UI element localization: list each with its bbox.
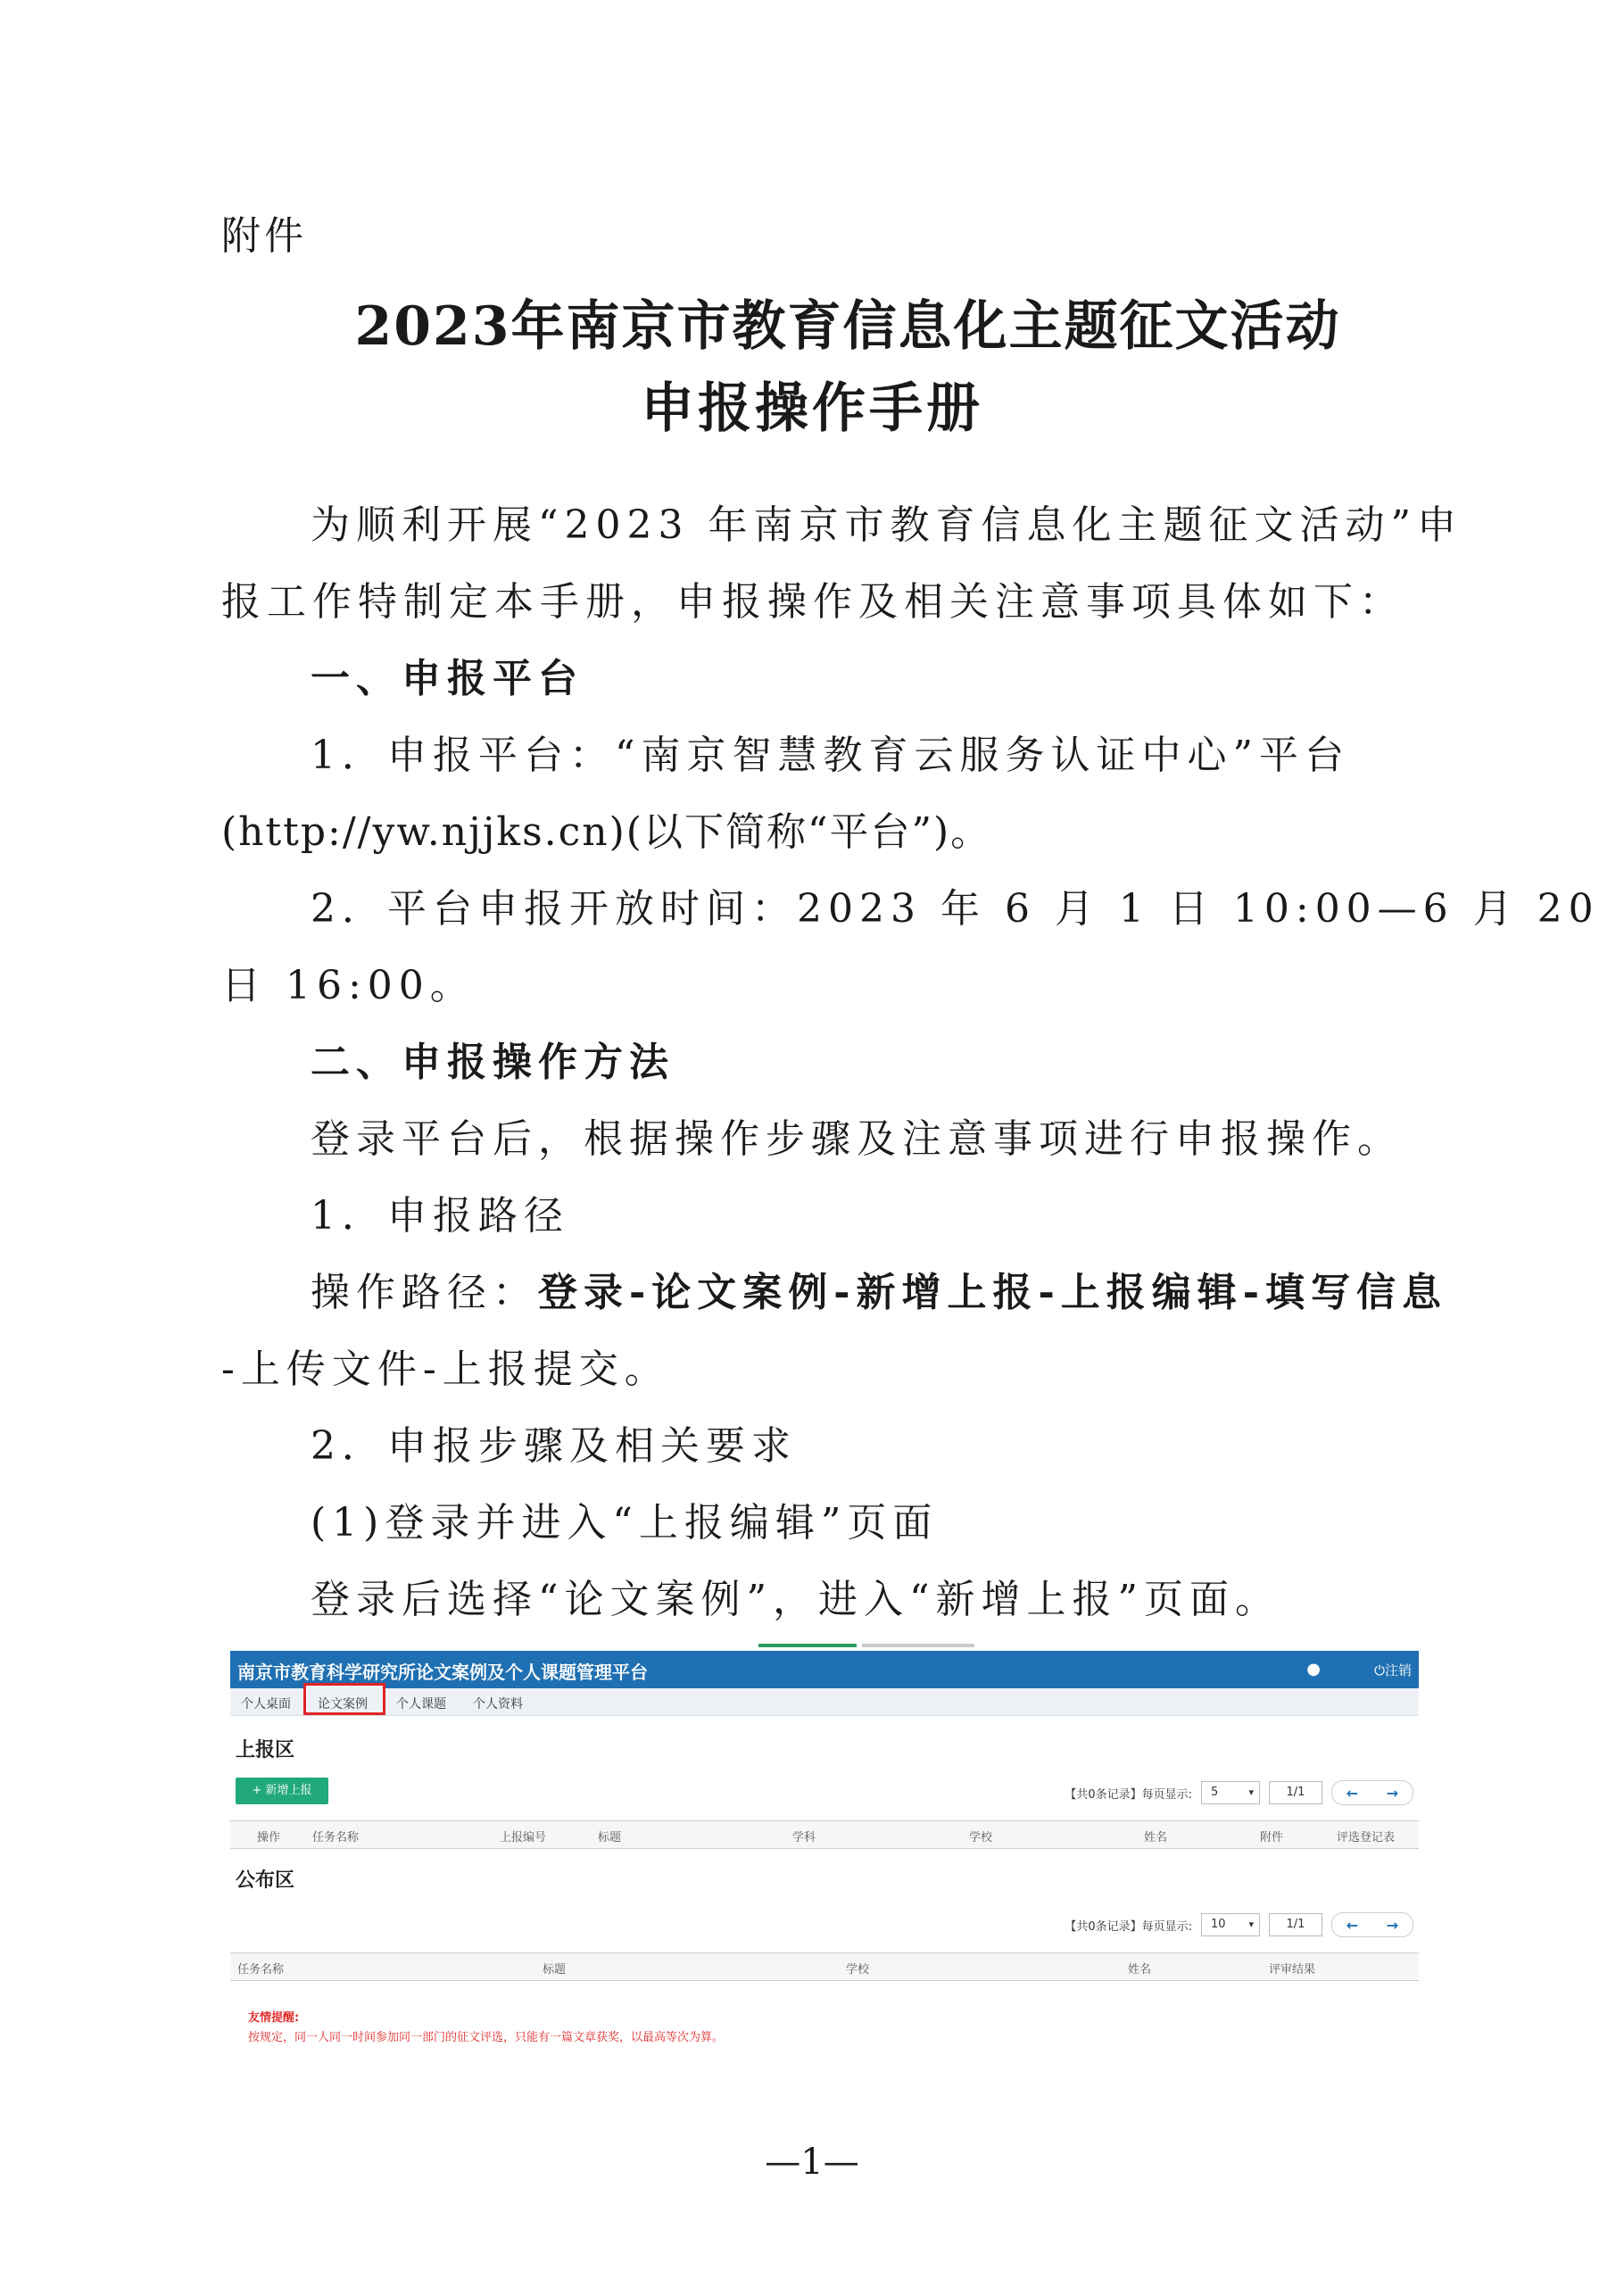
logout-button[interactable]: ⏻注销 (1374, 1662, 1412, 1678)
page-number: —1— (765, 2142, 859, 2183)
publish-table-header (230, 1952, 1419, 1981)
item-2-line-1: 2．平台申报开放时间：2023 年 6 月 1 日 10:00—6 月 20 (311, 886, 1600, 932)
step-1: (1)登录并进入“上报编辑”页面 (311, 1500, 939, 1546)
column-header: 评审结果 (1269, 1963, 1316, 1977)
upload-page-arrows (1331, 1780, 1413, 1805)
title-line-1: 2023年南京市教育信息化主题征文活动 (354, 295, 1341, 358)
publish-pager (1065, 1911, 1413, 1938)
column-header: 评选登记表 (1337, 1831, 1396, 1844)
item-1-line-2: (http://yw.njjks.cn)(以下简称“平台”)。 (221, 809, 992, 855)
column-header: 标题 (598, 1831, 622, 1844)
upload-table-header (230, 1820, 1419, 1849)
column-header: 附件 (1260, 1831, 1284, 1844)
upload-page-size-select[interactable]: 5 ▾ (1201, 1781, 1260, 1804)
tip-title: 友情提醒: (248, 2011, 300, 2025)
add-report-button[interactable]: + 新增上报 (236, 1778, 328, 1804)
next-page-icon[interactable]: → (1386, 1784, 1399, 1802)
tip-body: 按规定，同一人同一时间参加同一部门的征文评选，只能有一篇文章获奖，以最高等次为算。 (248, 2031, 725, 2044)
app-title: 南京市教育科学研究所论文案例及个人课题管理平台 (237, 1662, 648, 1683)
embedded-screenshot (230, 1651, 1419, 2052)
column-header: 操作 (257, 1831, 281, 1844)
path-label: 操作路径： (311, 1270, 538, 1315)
method-intro: 登录平台后，根据操作步骤及注意事项进行申报操作。 (311, 1116, 1403, 1162)
app-header (230, 1651, 1419, 1688)
item-1-line-1: 1．申报平台：“南京智慧教育云服务认证中心”平台 (311, 733, 1350, 778)
path-line-1 (221, 1255, 1448, 1331)
publish-page-size-select[interactable]: 10 ▾ (1201, 1913, 1260, 1936)
upload-page-select[interactable]: 1/1 (1269, 1781, 1322, 1804)
intro-line-2: 报工作特制定本手册，申报操作及相关注意事项具体如下： (221, 579, 1404, 625)
item-2-line-2: 日 16:00。 (221, 963, 476, 1008)
column-header: 学科 (792, 1831, 816, 1844)
tab-projects[interactable]: 个人课题 (396, 1697, 446, 1712)
intro-line-1: 为顺利开展“2023 年南京市教育信息化主题征文活动”申 (311, 502, 1462, 548)
prev-page-icon[interactable]: ← (1346, 1916, 1359, 1934)
app-nav (230, 1688, 1419, 1716)
column-header: 任务名称 (237, 1963, 285, 1977)
column-header: 任务名称 (312, 1831, 360, 1844)
attachment-label: 附件 (221, 213, 307, 259)
column-header: 学校 (969, 1831, 993, 1844)
upload-area-heading: 上报区 (236, 1739, 295, 1761)
publish-area-heading: 公布区 (236, 1869, 295, 1892)
publish-page-select[interactable]: 1/1 (1269, 1913, 1322, 1936)
upload-pager (1065, 1779, 1413, 1806)
tab-desktop[interactable]: 个人桌面 (241, 1697, 291, 1712)
tab-papers[interactable]: 论文案例 (318, 1697, 368, 1712)
column-header: 上报编号 (500, 1831, 547, 1844)
sub-heading-1: 1．申报路径 (311, 1193, 569, 1239)
column-header: 学校 (846, 1963, 870, 1977)
browser-tab-strip (758, 1644, 974, 1649)
path-line-2: -上传文件-上报提交。 (221, 1347, 670, 1392)
column-header: 标题 (543, 1963, 567, 1977)
upload-record-info: 【共0条记录】每页显示: (1065, 1787, 1192, 1802)
step-1-desc: 登录后选择“论文案例”，进入“新增上报”页面。 (311, 1577, 1280, 1622)
path-steps: 登录-论文案例-新增上报-上报编辑-填写信息 (538, 1270, 1448, 1315)
next-page-icon[interactable]: → (1386, 1916, 1399, 1934)
column-header: 姓名 (1144, 1831, 1168, 1844)
user-icon[interactable]: ● (1306, 1660, 1321, 1678)
prev-page-icon[interactable]: ← (1346, 1784, 1359, 1802)
document-body (221, 487, 1600, 1638)
tab-profile[interactable]: 个人资料 (473, 1697, 523, 1712)
sub-heading-2: 2．申报步骤及相关要求 (311, 1423, 797, 1469)
section-2-heading: 二、申报操作方法 (311, 1040, 675, 1085)
title-line-2: 申报操作手册 (641, 377, 983, 440)
section-1-heading: 一、申报平台 (311, 656, 584, 701)
column-header: 姓名 (1128, 1963, 1152, 1977)
publish-page-arrows (1331, 1912, 1413, 1937)
publish-record-info: 【共0条记录】每页显示: (1065, 1919, 1192, 1934)
